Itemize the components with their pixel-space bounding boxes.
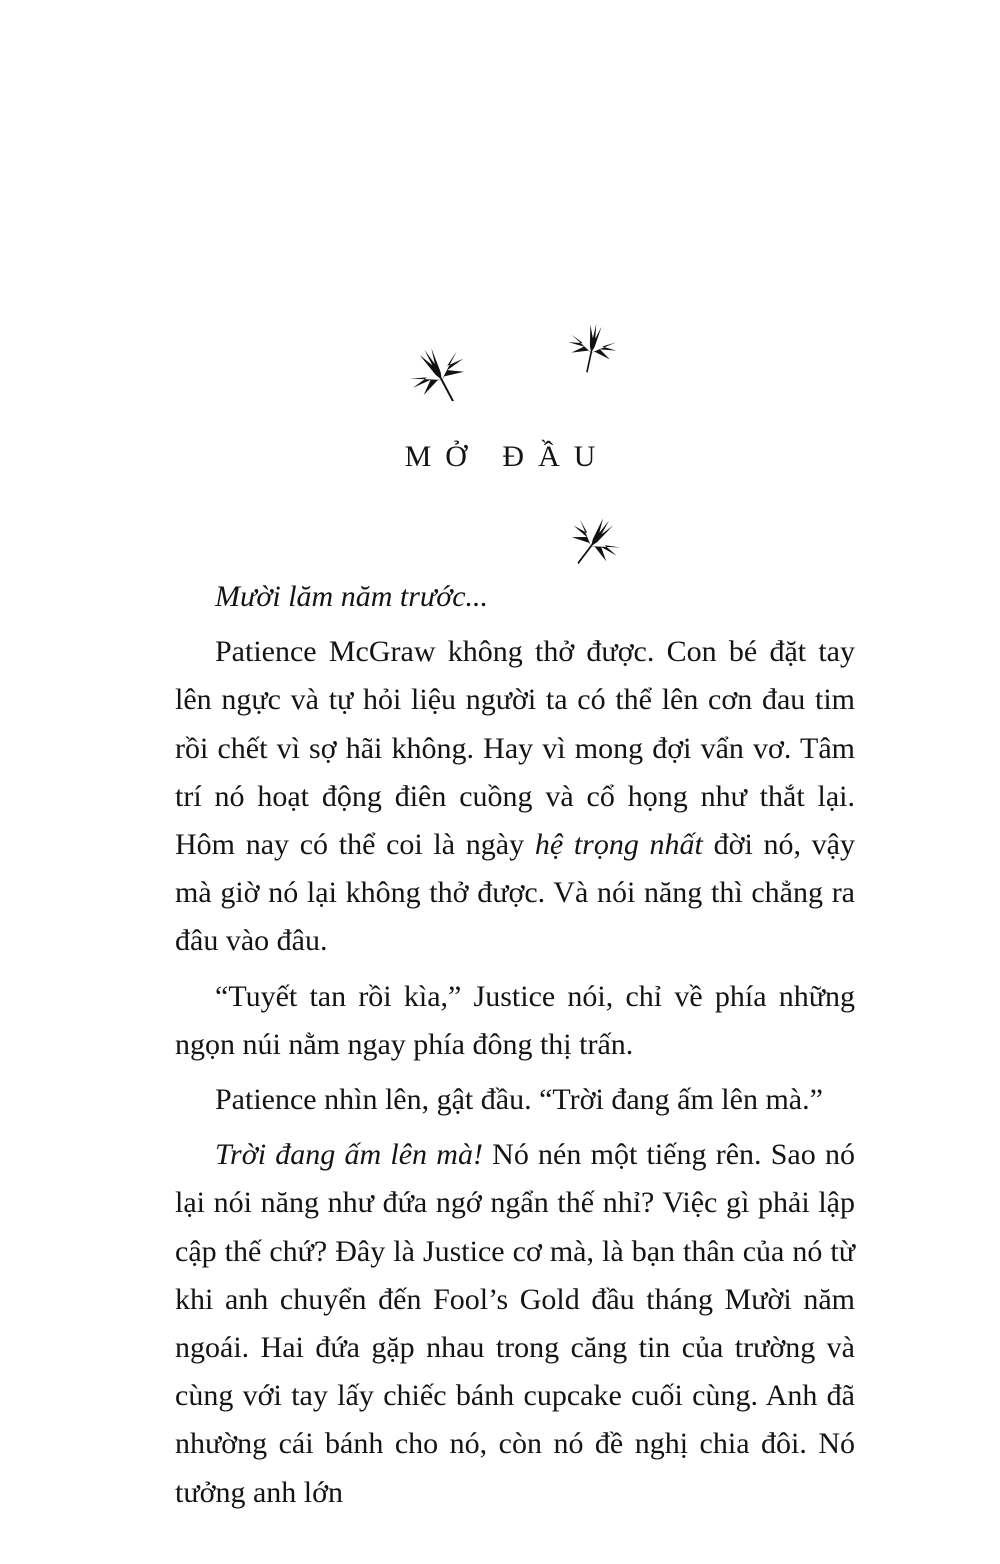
paragraph-4-text: Nó nén một tiếng rên. Sao nó lại nói năng như đứa ngớ ngẩn thế nhỉ? Việc gì phải lập cập thế chứ? Đây là Justice cơ mà, là bạn thân của nó từ khi anh chuyển đến Fool’s Gold đầu tháng Mười năm ngoái. Hai đứa gặp nhau trong căng tin của trường và cùng với tay lấy chiếc bánh cupcake cuối cùng. Anh đã nhường cái bánh cho nó, còn nó đề nghị chia đôi. Nó tưởng anh lớn	[175, 1138, 855, 1509]
paragraph-3: Patience nhìn lên, gật đầu. “Trời đang ấm lên mà.”	[215, 1083, 823, 1117]
paragraph-4	[175, 1131, 855, 1517]
paragraph-1-text: Patience McGraw không thở được. Con bé đặt tay lên ngực và tự hỏi liệu người ta có thể lên cơn đau tim rồi chết vì sợ hãi không. Hay vì mong đợi vẩn vơ. Tâm trí nó hoạt động điên cuồng và cổ họng như thắt lại. Hôm nay có thể coi là ngày	[175, 635, 855, 862]
paragraph-1-emphasis: hệ trọng nhất	[534, 828, 703, 862]
maple-leaf-icon	[566, 514, 622, 570]
chapter-body	[175, 573, 855, 1517]
paragraph-1-text-end: đời nó, vậy mà giờ nó lại không thở được. Và nói năng thì chẳng ra đâu vào đâu.	[175, 828, 855, 958]
paragraph-2: “Tuyết tan rồi kìa,” Justice nói, chỉ về phía những ngọn núi nằm ngay phía đông thị trấn.	[175, 979, 855, 1061]
paragraph-1	[175, 628, 855, 965]
maple-leaf-icon	[566, 322, 618, 374]
opening-line: Mười lăm năm trước...	[215, 580, 489, 613]
paragraph-4-emphasis: Trời đang ấm lên mà!	[215, 1138, 483, 1172]
maple-leaf-icon	[408, 344, 470, 406]
chapter-title: MỞ ĐẦU	[404, 440, 610, 473]
